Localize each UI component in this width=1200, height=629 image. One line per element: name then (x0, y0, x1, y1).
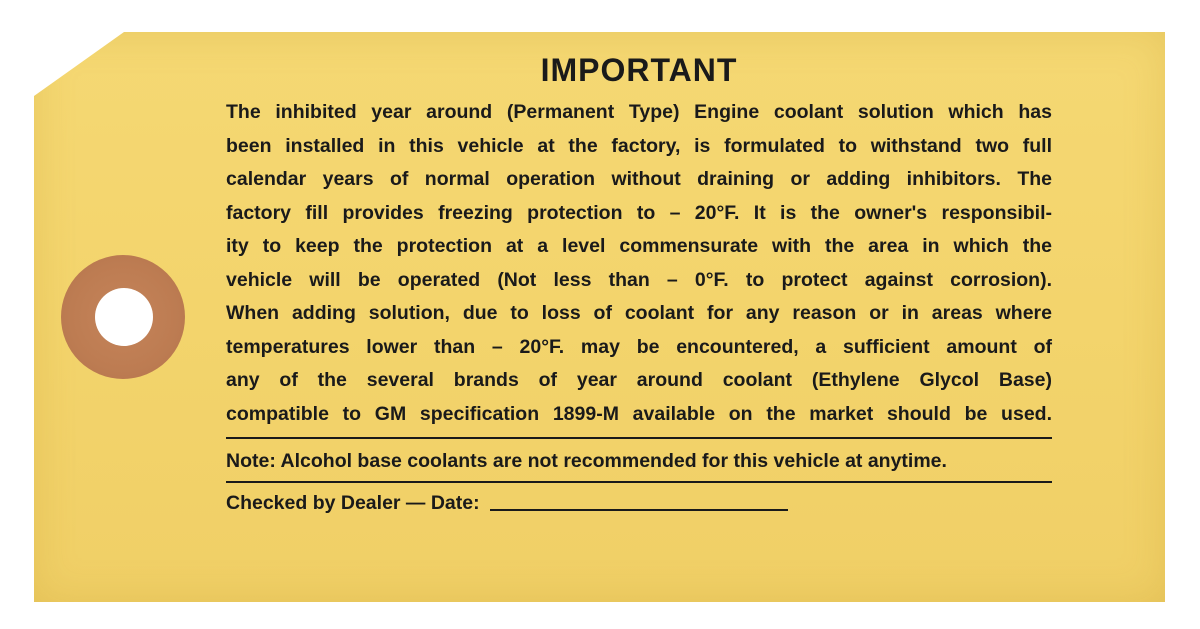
paragraph-line: When adding solution, due to loss of coolant for any reason or in areas where (226, 302, 1052, 324)
paragraph-line: The inhibited year around (Permanent Type) Engine coolant solution which has (226, 101, 1052, 123)
divider-rule (226, 481, 1052, 483)
paragraph-line: temperatures lower than – 20°F. may be encountered, a sufficient amount of (226, 335, 1052, 358)
paragraph-line: been installed in this vehicle at the factory, is formulated to withstand two full (226, 134, 1052, 157)
paragraph-line: vehicle will be operated (Not less than – 0°F. to protect against corrosion). (226, 268, 1052, 291)
checked-by-dealer-label: Checked by Dealer — Date: (226, 492, 480, 514)
paragraph-line: any of the several brands of year around coolant (Ethylene Glycol Base) (226, 369, 1052, 391)
paragraph-line: ity to keep the protection at a level commensurate with the area in which the (226, 235, 1052, 257)
paragraph-line: compatible to GM specification 1899-M available on the market should be used. (226, 402, 1052, 425)
checked-by-dealer-row (226, 489, 1052, 517)
paragraph-line: factory fill provides freezing protection to – 20°F. It is the owner's responsibil- (226, 201, 1052, 224)
divider-rule (226, 437, 1052, 439)
note-text: Note: Alcohol base coolants are not recommended for this vehicle at anytime. (226, 450, 947, 472)
tag-title: IMPORTANT (540, 52, 738, 88)
grommet-hole (95, 288, 153, 346)
paragraph-line: calendar years of normal operation without draining or adding inhibitors. The (226, 168, 1052, 190)
tag-paragraph (226, 96, 1052, 431)
date-signature-line[interactable] (490, 509, 788, 511)
tag-content (226, 50, 1052, 517)
